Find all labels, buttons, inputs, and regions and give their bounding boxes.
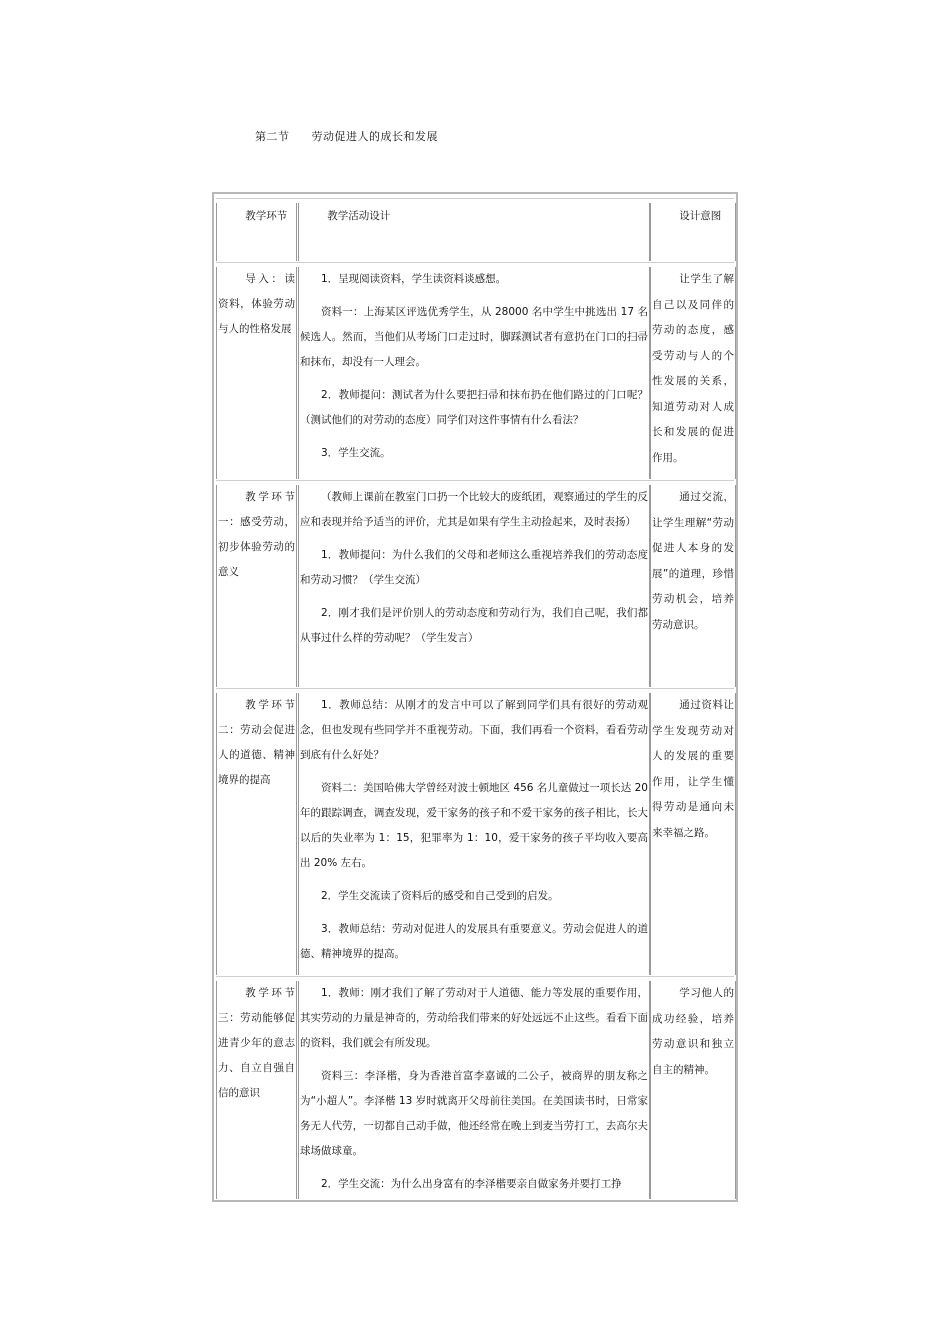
header-cell-activity: 教学活动设计 <box>298 203 650 261</box>
section-number: 第二节 <box>255 130 290 143</box>
intent-cell: 通过资料让学生发现劳动对人的发展的重要作用，让学生懂得劳动是通向未来幸福之路。 <box>650 693 736 975</box>
stage-cell: 导入：读资料，体验劳动与人的性格发展 <box>216 267 297 479</box>
page-title <box>255 128 438 144</box>
section-heading: 劳动促进人的成长和发展 <box>311 130 438 143</box>
stage-cell: 教学环节一：感受劳动，初步体验劳动的意义 <box>216 485 297 687</box>
table-row <box>216 262 734 479</box>
intent-cell: 通过交流，让学生理解“劳动促进人本身的发展”的道理，珍惜劳动机会，培养劳动意识。 <box>650 485 736 687</box>
intent-cell: 让学生了解自己以及同伴的劳动的态度，感受劳动与人的个性发展的关系，知道劳动对人成长和发展的促进作用。 <box>650 267 736 479</box>
table-row <box>216 480 734 687</box>
header-cell-intent: 设计意图 <box>650 203 736 261</box>
header-cell-stage: 教学环节 <box>216 203 297 261</box>
lesson-plan-table <box>212 192 738 1202</box>
activity-cell: 1．教师总结：从刚才的发言中可以了解到同学们具有很好的劳动观念，但也发现有些同学并不重视劳动。下面，我们再看一个资料，看看劳动到底有什么好处？ 资料二：美国哈佛大学曾经对波士顿地区 456 名儿童做过一项长达 20 年的跟踪调查，调查发现，爱干家务的孩子和不爱干家务的孩子相比，长大以后的失业率为 1：15，犯罪率为 1：10，爱干家务的孩子平均收入要高出 20% 左右。 2．学生交流读了资料后的感受和自己受到的启发。 3．教师总结：劳动对促进人的发展具有重要意义。劳动会促进人的道德、精神境界的提高。 <box>298 693 650 975</box>
intent-cell: 学习他人的成功经验，培养劳动意识和独立自主的精神。 <box>650 981 736 1199</box>
activity-cell: 1．教师：刚才我们了解了劳动对于人道德、能力等发展的重要作用，其实劳动的力量是神奇的，劳动给我们带来的好处远远不止这些。看看下面的资料，我们就会有所发现。 资料三：李泽楷，身为香港首富李嘉诚的二公子，被商界的朋友称之为“小超人”。李泽楷 13 岁时就离开父母前往美国。在美国读书时，日常家务无人代劳，一切都自己动手做，他还经常在晚上到麦当劳打工，去高尔夫球场做球童。 2．学生交流：为什么出身富有的李泽楷要亲自做家务并要打工挣 <box>298 981 650 1199</box>
stage-cell: 教学环节二：劳动会促进人的道德、精神境界的提高 <box>216 693 297 975</box>
table-header-row <box>216 198 734 261</box>
table-row <box>216 688 734 975</box>
activity-cell: 1．呈现阅读资料，学生读资料谈感想。 资料一：上海某区评选优秀学生，从 28000 名中学生中挑选出 17 名候选人。然而，当他们从考场门口走过时，脚踩测试者有意扔在门口的扫帚和抹布，却没有一人理会。 2．教师提问：测试者为什么要把扫帚和抹布扔在他们路过的门口呢？（测试他们的对劳动的态度）同学们对这件事情有什么看法？ 3．学生交流。 <box>298 267 650 479</box>
activity-cell: （教师上课前在教室门口扔一个比较大的废纸团，观察通过的学生的反应和表现并给予适当的评价，尤其是如果有学生主动捡起来，及时表扬） 1．教师提问：为什么我们的父母和老师这么重视培养我们的劳动态度和劳动习惯？（学生交流） 2．刚才我们是评价别人的劳动态度和劳动行为，我们自己呢，我们都从事过什么样的劳动呢？（学生发言） <box>298 485 650 687</box>
stage-cell: 教学环节三：劳动能够促进青少年的意志力、自立自强自信的意识 <box>216 981 297 1199</box>
table-row <box>216 976 734 1199</box>
